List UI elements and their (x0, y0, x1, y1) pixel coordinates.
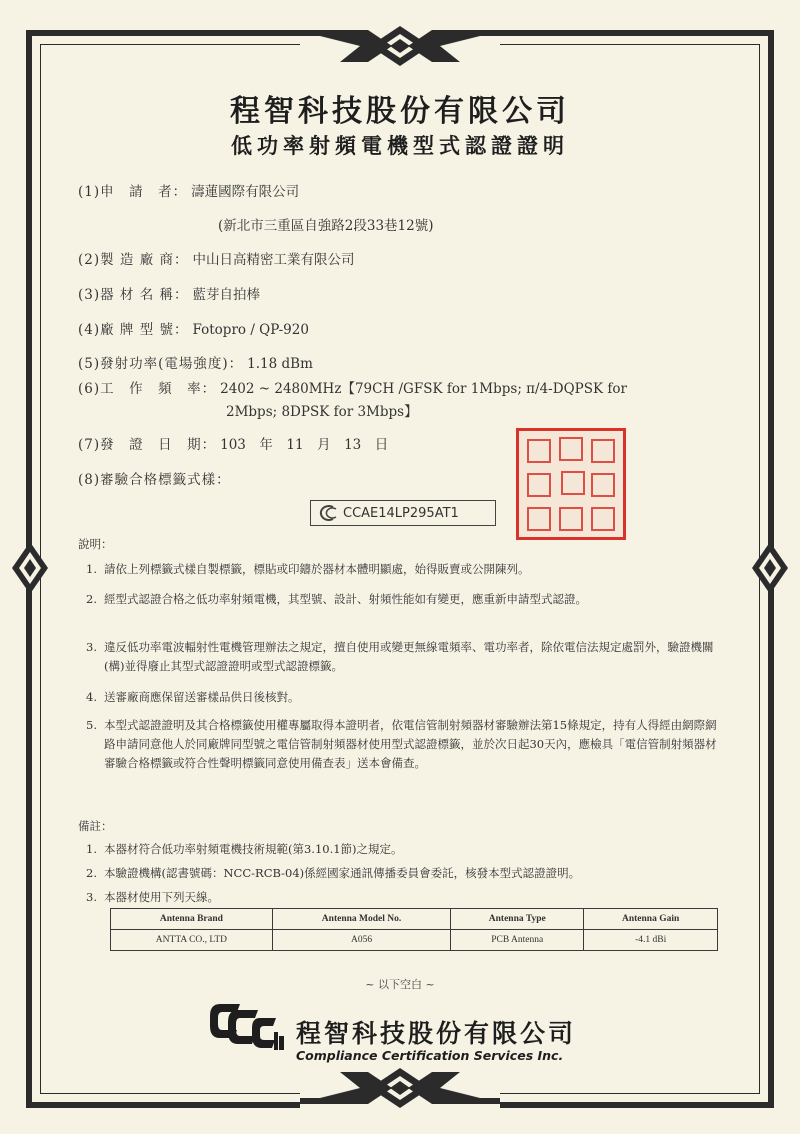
field-frequency: (6)工 作 頻 率： 2402 ~ 2480MHz【79CH /GFSK for 1Mbps; π/4-DQPSK for (78, 381, 627, 397)
field-equipment-name: (3)器 材 名 稱： 藍芽自拍棒 (78, 287, 260, 303)
left-ornament (10, 540, 50, 596)
table-header-cell: Antenna Gain (584, 909, 718, 930)
field-applicant: (1)申 請 者： 濤蓮國際有限公司 (78, 184, 300, 200)
table-cell: PCB Antenna (451, 930, 584, 951)
bottom-ornament (300, 1064, 500, 1112)
ncc-mark-icon (317, 505, 339, 521)
company-title: 程智科技股份有限公司 (230, 94, 570, 129)
remark-item: 3. 本器材使用下列天線。 (86, 890, 219, 904)
official-seal-stamp (516, 428, 626, 540)
field-issue-date: (7)發 證 日 期： 103 年 11 月 13 日 (78, 437, 389, 453)
notes-title: 說明： (78, 537, 113, 551)
table-header-cell: Antenna Brand (111, 909, 273, 930)
table-cell: A056 (272, 930, 450, 951)
footer-company-en: Compliance Certification Services Inc. (296, 1048, 564, 1063)
field-power: (5)發射功率(電場強度)： 1.18 dBm (78, 356, 313, 372)
note-item: 2. 經型式認證合格之低功率射頻電機，其型號、設計、射頻性能如有變更，應重新申請型式認證。 (86, 592, 587, 606)
certification-code: CCAE14LP295AT1 (343, 505, 459, 521)
note-item: 4. 送審廠商應保留送審樣品供日後核對。 (86, 690, 300, 704)
remark-item: 1. 本器材符合低功率射頻電機技術規範(第3.10.1節)之規定。 (86, 842, 403, 856)
antenna-table (110, 908, 718, 951)
blank-below-note: ~ 以下空白 ~ (365, 978, 435, 991)
footer-company-cn: 程智科技股份有限公司 (296, 1019, 577, 1048)
note-item: 5. 本型式認證證明及其合格標籤使用權專屬取得本證明者，依電信管制射頻器材審驗辦法第15條規定，持有人得經由網際網路申請同意他人於同廠牌同型號之電信管制射頻器材使用型式認證標籤，並於次日起30天內，應檢具「電信管制射頻器材審驗合格標籤或符合性聲明標籤同意使用備查表」送本會備查。 (86, 718, 717, 770)
table-cell: ANTTA CO., LTD (111, 930, 273, 951)
remarks-title: 備註： (78, 819, 113, 833)
top-ornament (300, 22, 500, 70)
field-manufacturer: (2)製 造 廠 商： 中山日高精密工業有限公司 (78, 252, 355, 268)
note-item: 3. 違反低功率電波輻射性電機管理辦法之規定，擅自使用或變更無線電頻率、電功率者，除依電信法規定處罰外，驗證機關(構)並得廢止其型式認證證明或型式認證標籤。 (86, 640, 714, 673)
ccs-logo-icon (206, 996, 286, 1056)
certification-mark (310, 500, 496, 526)
field-applicant-address: (新北市三重區自強路2段33巷12號) (218, 218, 434, 234)
field-label-sample: (8)審驗合格標籤式樣： (78, 472, 231, 488)
field-brand-model: (4)廠 牌 型 號： Fotopro / QP-920 (78, 322, 309, 338)
table-row (111, 930, 718, 951)
right-ornament (750, 540, 790, 596)
note-item: 1. 請依上列標籤式樣自製標籤，標貼或印鑄於器材本體明顯處，始得販賣或公開陳列。 (86, 562, 530, 576)
table-header-cell: Antenna Type (451, 909, 584, 930)
remark-item: 2. 本驗證機構(認書號碼：NCC-RCB-04)係經國家通訊傳播委員會委託，核發本型式認證證明。 (86, 866, 581, 880)
document-title: 低功率射頻電機型式認證證明 (231, 134, 569, 158)
table-cell: -4.1 dBi (584, 930, 718, 951)
table-header-cell: Antenna Model No. (272, 909, 450, 930)
table-header-row (111, 909, 718, 930)
field-frequency-cont: 2Mbps; 8DPSK for 3Mbps】 (226, 404, 418, 420)
